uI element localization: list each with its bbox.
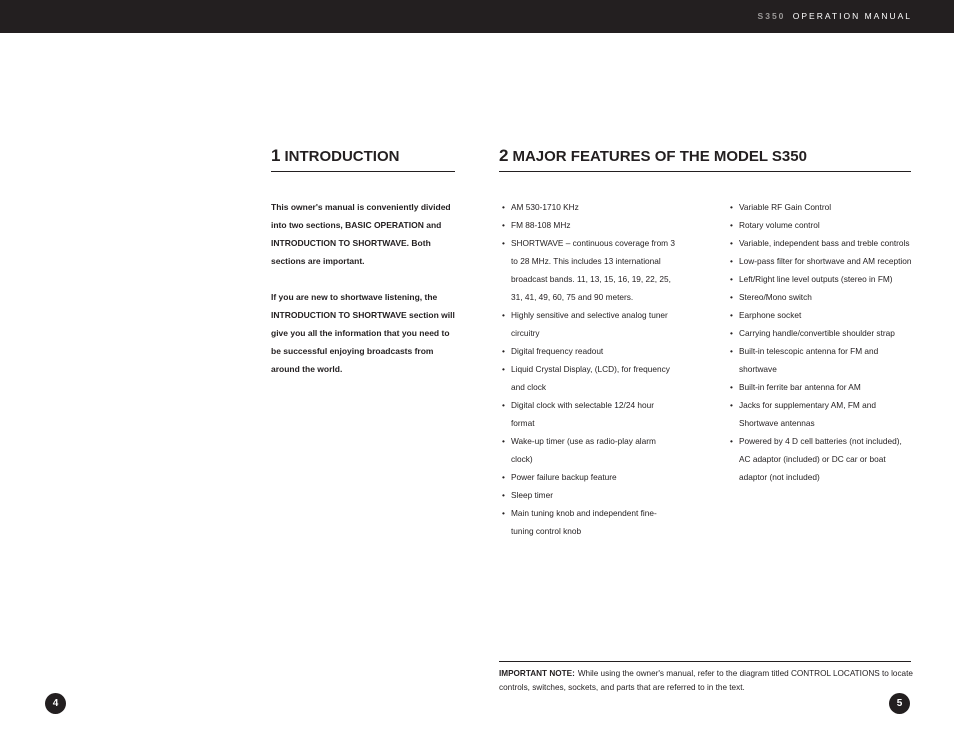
intro-title: INTRODUCTION: [284, 148, 400, 165]
features-list-right: [727, 198, 913, 486]
feature-item: • Sleep timer: [499, 486, 677, 504]
feature-item: • Wake-up timer (use as radio-play alarm clock): [499, 432, 677, 468]
features-number: 2: [499, 146, 509, 165]
feature-item: • Stereo/Mono switch: [727, 288, 913, 306]
feature-item: • Carrying handle/convertible shoulder strap: [727, 324, 913, 342]
feature-item: • Rotary volume control: [727, 216, 913, 234]
feature-item: • Liquid Crystal Display, (LCD), for frequency and clock: [499, 360, 677, 396]
important-note: [499, 667, 915, 695]
features-list-left: [499, 198, 677, 540]
feature-item: • Power failure backup feature: [499, 468, 677, 486]
intro-heading: [271, 147, 399, 166]
note-rule: [499, 661, 911, 662]
feature-item: • Main tuning knob and independent fine-tuning control knob: [499, 504, 677, 540]
feature-item: • SHORTWAVE – continuous coverage from 3 to 28 MHz. This includes 13 international broadcast bands. 11, 13, 15, 16, 19, 22, 25, 31, 41, 49, 60, 75 and 90 meters.: [499, 234, 677, 306]
feature-item: • Highly sensitive and selective analog tuner circuitry: [499, 306, 677, 342]
features-title: MAJOR FEATURES OF THE MODEL S350: [512, 148, 807, 165]
note-body: While using the owner's manual, refer to the diagram titled CONTROL LOCATIONS to locate controls, switches, sockets, and parts that are referred to in the text.: [499, 669, 913, 692]
header-bar: [0, 0, 954, 33]
features-heading: [499, 147, 807, 166]
feature-item: • Built-in telescopic antenna for FM and shortwave: [727, 342, 913, 378]
intro-paragraph-1: This owner's manual is conveniently divided into two sections, BASIC OPERATION and INTRODUCTION TO SHORTWAVE. Both sections are important.: [271, 202, 451, 266]
feature-item: • Jacks for supplementary AM, FM and Shortwave antennas: [727, 396, 913, 432]
feature-item: • FM 88-108 MHz: [499, 216, 677, 234]
intro-heading-rule: [271, 171, 455, 172]
header-model: S350: [757, 11, 786, 21]
feature-item: • Variable RF Gain Control: [727, 198, 913, 216]
intro-text: [271, 198, 461, 396]
feature-item: • Left/Right line level outputs (stereo in FM): [727, 270, 913, 288]
feature-item: • Low-pass filter for shortwave and AM reception: [727, 252, 913, 270]
feature-item: • Built-in ferrite bar antenna for AM: [727, 378, 913, 396]
note-label: IMPORTANT NOTE:: [499, 669, 575, 678]
features-heading-rule: [499, 171, 911, 172]
feature-item: • Variable, independent bass and treble controls: [727, 234, 913, 252]
intro-paragraph-2: If you are new to shortwave listening, the INTRODUCTION TO SHORTWAVE section will give you all the information that you need to be successful enjoying broadcasts from around the world.: [271, 292, 455, 374]
feature-item: • Earphone socket: [727, 306, 913, 324]
feature-item: • AM 530-1710 KHz: [499, 198, 677, 216]
running-header: [758, 11, 912, 21]
page-number-right: 5: [889, 693, 910, 714]
intro-number: 1: [271, 146, 281, 165]
feature-item: • Digital clock with selectable 12/24 hour format: [499, 396, 677, 432]
feature-item: • Digital frequency readout: [499, 342, 677, 360]
feature-item: • Powered by 4 D cell batteries (not included), AC adaptor (included) or DC car or boat adaptor (not included): [727, 432, 913, 486]
header-title: OPERATION MANUAL: [792, 11, 912, 21]
page-number-left: 4: [45, 693, 66, 714]
